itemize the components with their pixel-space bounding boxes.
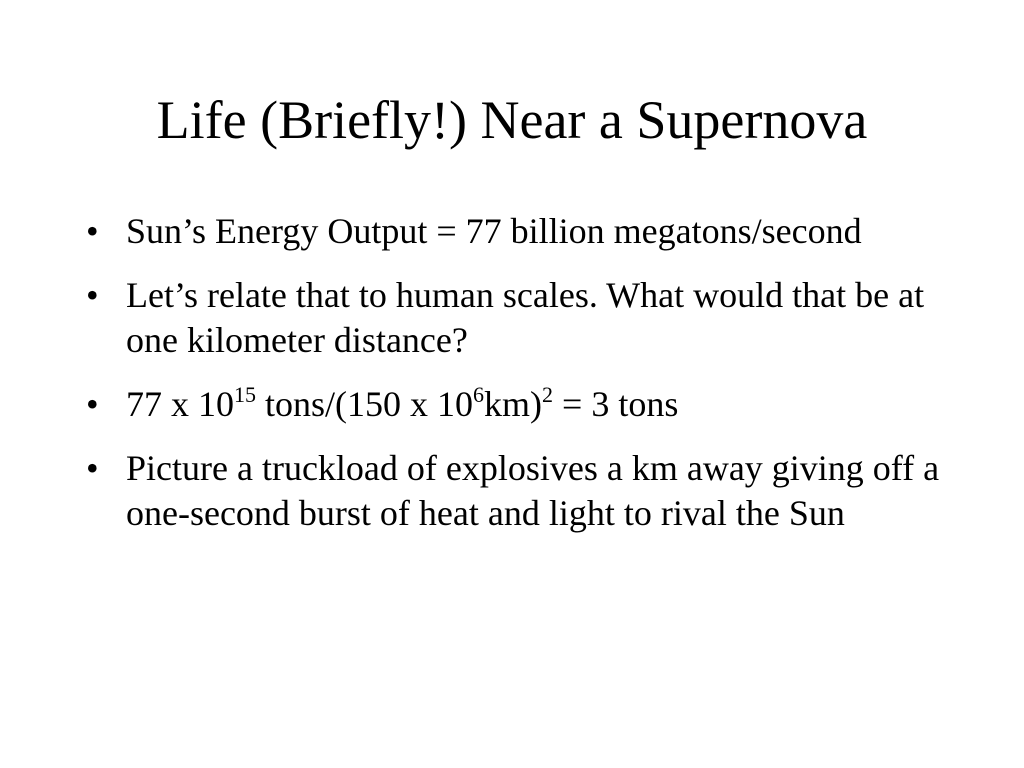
equation-part-3: km)	[484, 384, 543, 424]
bullet-icon: •	[86, 211, 99, 251]
equation-exponent-2: 6	[473, 382, 485, 407]
bullet-text: Sun’s Energy Output = 77 billion megatons/second	[126, 211, 862, 251]
equation-part-4: = 3 tons	[553, 384, 679, 424]
bullet-icon: •	[86, 275, 99, 315]
bullet-text: Picture a truckload of explosives a km away giving off a one-second burst of heat and light to rival the Sun	[126, 448, 940, 533]
bullet-item-truckload	[86, 446, 966, 536]
equation-part-2: tons/(150 x 10	[256, 384, 474, 424]
bullet-text: Let’s relate that to human scales. What would that be at one kilometer distance?	[126, 275, 925, 360]
bullet-icon: •	[86, 384, 99, 424]
equation-exponent-3: 2	[542, 382, 554, 407]
equation-text	[126, 384, 678, 424]
bullet-item-energy-output	[86, 209, 966, 254]
equation-part-1: 77 x 10	[126, 384, 234, 424]
bullet-item-human-scales	[86, 273, 966, 363]
bullet-list	[86, 209, 966, 555]
slide-title: Life (Briefly!) Near a Supernova	[156, 90, 868, 150]
equation-exponent-1: 15	[234, 382, 256, 407]
bullet-icon: •	[86, 448, 99, 488]
bullet-item-equation	[86, 382, 966, 427]
